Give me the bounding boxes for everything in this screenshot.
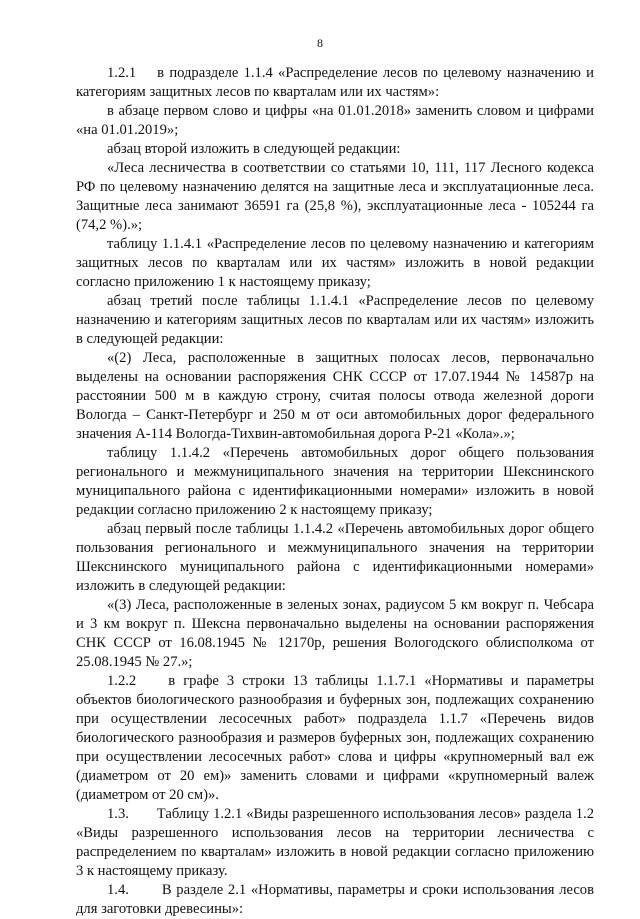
paragraph-third-abzac: абзац третий после таблицы 1.1.4.1 «Распределение лесов по целевому назначению и категориям защитных лесов по кварталам или их частям» изложить в следующей редакции: [76, 293, 594, 347]
paragraph-table-1-1-4-1: таблицу 1.1.4.1 «Распределение лесов по целевому назначению и категориям защитных лесов по кварталам или их частям» изложить в новой редакции согласно приложению 1 к настоящему приказу; [76, 236, 594, 290]
page-number: 8 [317, 36, 323, 50]
paragraph-1-3: 1.3. Таблицу 1.2.1 «Виды разрешенного использования лесов» раздела 1.2 «Виды разрешенного использования лесов на территории лесничества с распределением по кварталам» изложить в новой редакции согласно приложению 3 к настоящему приказу. [76, 806, 594, 879]
paragraph-first-abzac: абзац первый после таблицы 1.1.4.2 «Перечень автомобильных дорог общего пользования регионального и межмуниципального значения на территории Шекснинского муниципального района с идентификационными номерами» изложить в следующей редакции: [76, 521, 594, 594]
paragraph-protective-strips-quote: «(2) Леса, расположенные в защитных полосах лесов, первоначально выделены на основании распоряжения СНК СССР от 17.07.1944 № 14587р на расстоянии 500 м в каждую строну, считая полосы отвода железной дороги Вологда – Санкт-Петербург и 250 м от оси автомобильных дорог федерального значения А-114 Вологда-Тихвин-автомобильная дорога Р-21 «Кола».»; [76, 350, 594, 442]
paragraph-replace-date: в абзаце первом слово и цифры «на 01.01.2018» заменить словом и цифрами «на 01.01.2019»; [76, 103, 594, 138]
paragraph-table-1-1-4-2: таблицу 1.1.4.2 «Перечень автомобильных дорог общего пользования регионального и межмуниципального значения на территории Шекснинского муниципального района с идентификационными номерами» изложить в новой редакции согласно приложению 2 к настоящему приказу; [76, 445, 594, 518]
paragraph-forests-quote: «Леса лесничества в соответствии со статьями 10, 111, 117 Лесного кодекса РФ по целевому назначению делятся на защитные леса и эксплуатационные леса. Защитные леса занимают 36591 га (25,8 %), эксплуатационные леса - 105244 га (74,2 %).»; [76, 160, 594, 233]
paragraph-1-2-1: 1.2.1 в подразделе 1.1.4 «Распределение лесов по целевому назначению и категориям защитных лесов по кварталам или их частям»: [76, 65, 594, 100]
paragraph-green-zones-quote: «(3) Леса, расположенные в зеленых зонах, радиусом 5 км вокруг п. Чебсара и 3 км вокруг п. Шексна первоначально выделены на основании распоряжения СНК СССР от 16.08.1945 № 12170р, решения Вологодского облисполкома от 25.08.1945 № 27.»; [76, 597, 594, 670]
document-body [76, 64, 594, 919]
paragraph-second-abzac: абзац второй изложить в следующей редакции: [107, 141, 401, 157]
paragraph-1-4: 1.4. В разделе 2.1 «Нормативы, параметры и сроки использования лесов для заготовки древесины»: [76, 882, 594, 917]
paragraph-1-2-2: 1.2.2 в графе 3 строки 13 таблицы 1.1.7.1 «Нормативы и параметры объектов биологического разнообразия и буферных зон, подлежащих сохранению при осуществлении лесосечных работ» подраздела 1.1.7 «Перечень видов биологического разнообразия и размеров буферных зон, подлежащих сохранению при осуществлении лесосечных работ» слова и цифры «крупномерный вал еж (диаметром от 20 ем)» заменить словами и цифрами «крупномерный валеж (диаметром от 20 см)». [76, 673, 594, 803]
